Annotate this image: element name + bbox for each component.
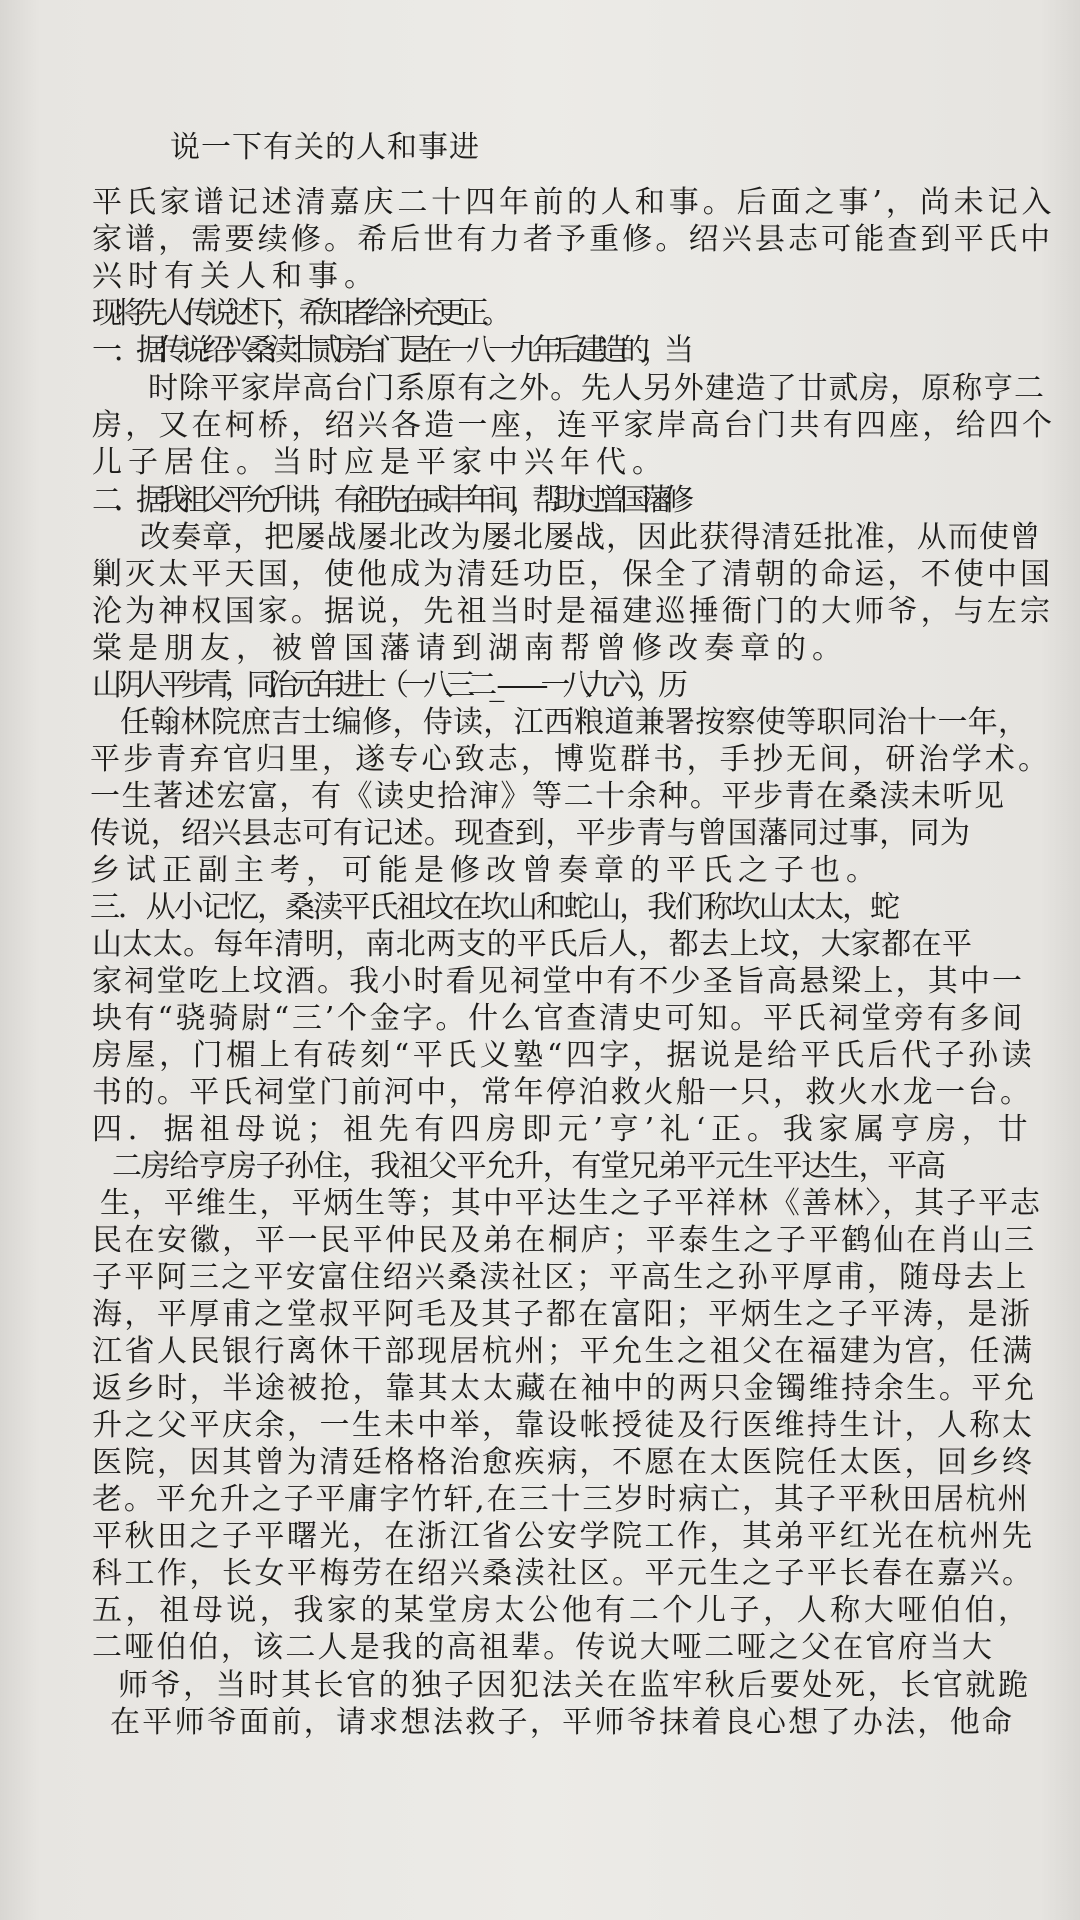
body-line: 江省人民银行离休干部现居杭州；平允生之祖父在福建为宫，任满 [92,1334,1035,1369]
body-line: 平步青弃官归里，遂专心致志，博览群书，手抄无间，研治学术。 [90,742,1052,777]
body-line: 时除平家岸高台门系原有之外。先人另外建造了廿贰房，原称亨二 [148,371,1045,406]
body-line: 二．据我祖父平允升讲，有祖先在咸丰年间，帮助过曾国藩修 [92,483,686,518]
body-line: 二房给亨房子孙住，我祖父平允升，有堂兄弟平元生平达生，平高 [112,1149,945,1184]
body-line: 山阴人平步青，同治元年进士（一八三二_——一八九六），历 [92,668,681,703]
body-line: 棠是朋友，被曾国藩请到湖南帮曾修改奏章的。 [92,631,848,666]
body-line: 任翰林院庶吉士编修，侍读，江西粮道兼署按察使等职同治十一年， [120,705,1029,740]
body-line: 一生著述宏富，有《读史拾渖》等二十余种。平步青在桑渎未听见 [90,779,1006,814]
body-line: 山太太。每年清明，南北两支的平氏后人，都去上坟，大家都在平 [92,927,973,962]
body-line: 兴时有关人和事。 [92,259,380,294]
body-line: 四．据祖母说；祖先有四房即元’亨’礼‘正。我家属亨房，廿 [92,1112,1034,1147]
body-line: 海，平厚甫之堂叔平阿毛及其子都在富阳；平炳生之子平涛，是浙 [92,1297,1033,1332]
body-line: 民在安徽，平一民平仲民及弟在桐庐；平泰生之子平鹤仙在肖山三 [92,1223,1037,1258]
body-line: 平氏家谱记述清嘉庆二十四年前的人和事。后面之事’，尚未记入 [92,185,1056,220]
body-line: 返乡时，半途被抢，靠其太太藏在袖中的两只金镯维持余生。平允 [92,1371,1037,1406]
body-line: 二哑伯伯，该二人是我的高祖辈。传说大哑二哑之父在官府当大 [92,1630,995,1665]
body-line: 房，又在柯桥，绍兴各造一座，连平家岸高台门共有四座，给四个 [92,408,1056,443]
body-line: 沦为神权国家。据说，先祖当时是福建巡捶衙门的大师爷，与左宗 [92,594,1054,629]
body-line: 子平阿三之平安富住绍兴桑渎社区；平高生之孙平厚甫，随母去上 [92,1260,1029,1295]
body-line: 平秋田之子平曙光，在浙江省公安学院工作，其弟平红光在杭州先 [92,1519,1035,1554]
body-line: 老。平允升之子平庸字竹轩,在三十三岁时病亡，其子平秋田居杭州 [92,1482,1030,1517]
body-line: 三．从小记忆，桑渎平氏祖坟在坎山和蛇山，我们称坎山太太，蛇 [90,890,898,925]
body-line: 师爷，当时其长官的独子因犯法关在监牢秋后要处死，长官就跪 [118,1668,1031,1703]
body-line: 传说，绍兴县志可有记述。现查到，平步青与曾国藩同过事，同为 [90,816,971,851]
body-line: 乡试正副主考，可能是修改曾奏章的平氏之子也。 [90,853,882,888]
body-line: 书的。平氏祠堂门前河中，常年停泊救火船一只，救火水龙一台。 [92,1075,1033,1110]
body-line: 生，平维生，平炳生等；其中平达生之子平祥林《善林〉，其子平志 [100,1186,1042,1221]
body-line: 在平师爷面前，请求想法救子，平师爷抹着良心想了办法，他命 [110,1705,1015,1740]
body-line: 块有“骁骑尉“三’个金字。什么官查清史可知。平氏祠堂旁有多间 [92,1001,1025,1036]
body-line: 房屋，门楣上有砖刻“平氏义塾“四字，据说是给平氏后代子孙读 [92,1038,1036,1073]
body-line: 剿灭太平天国，使他成为清廷功臣，保全了清朝的命运，不使中国 [92,557,1054,592]
body-line: 家祠堂吃上坟酒。我小时看见祠堂中有不少圣旨高悬梁上，其中一 [92,964,1025,999]
body-line: 科工作，长女平梅劳在绍兴桑渎社区。平元生之子平长春在嘉兴。 [92,1556,1035,1591]
body-line: 改奏章，把屡战屡北改为屡北屡战，因此获得清廷批准，从而使曾 [140,520,1042,555]
body-line: 医院，因其曾为清廷格格治愈疾病，不愿在太医院任太医，回乡终 [92,1445,1035,1480]
body-line: 现将先人传说述下，希知者给补充更正。 [92,296,505,331]
body-line: 家谱，需要续修。希后世有力者予重修。绍兴县志可能查到平氏中 [92,222,1054,257]
document-title: 说一下有关的人和事进 [170,130,480,165]
body-line: 儿子居住。当时应是平家中兴年代。 [92,445,668,480]
body-line: 五，祖母说，我家的某堂房太公他有二个儿子，人称大哑伯伯， [92,1593,1032,1628]
body-line: 一．据传说绍兴桑渎廿贰房台门是在一八一九年后建造的，当 [92,333,686,368]
body-line: 升之父平庆余，一生未中举，靠设帐授徒及行医维持生计，人称太 [92,1408,1035,1443]
